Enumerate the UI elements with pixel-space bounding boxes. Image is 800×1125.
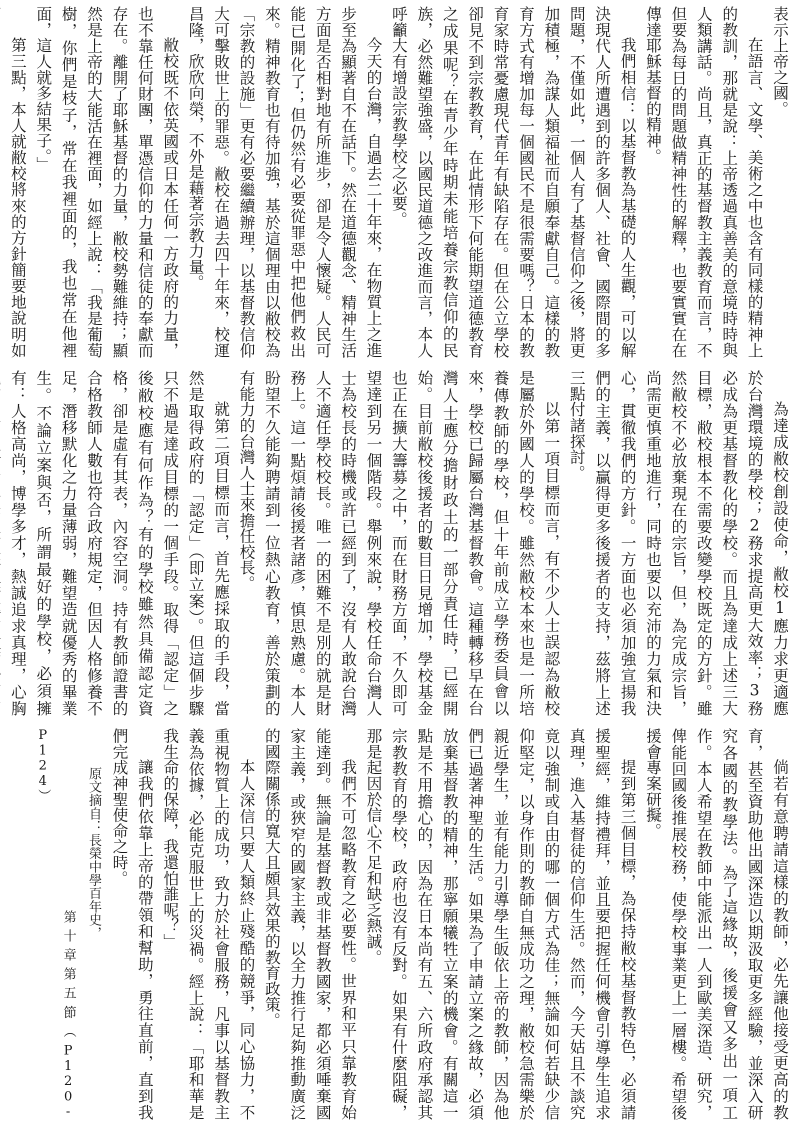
paragraph: 就第二項目標而言，首先應採取的手段，當然是取得政府的「認定」（即立案）。但這個步驟只不過是達成目標的一個手段。取得「認定」之後敝校應有何作為？有的學校雖然具備認定資格，卻是虛有其表，內容空洞。持有教師證書的合格教師人數也符合政府規定，但因人格修養不足，潛移默化之力量薄弱，難望造就優秀的畢業生。不論立案與否，所謂最好的學校，必須擁有：人格高尚，博學多才，熱誠追求真理，心胸 bbox=[8, 370, 231, 716]
vertical-text-columns bbox=[6, 6, 792, 358]
paragraph: 原文摘自：長榮中學百年史， bbox=[86, 767, 102, 940]
paragraph: 為達成敝校創設使命，敝校1應力求更適應於台灣環境的學校；2務求提高更大效率；3務必成為更基督教化的學校。而且為達成上述三大目標，敝校根本不需要改變學校既定的方針。雖然敝校不必放棄現在的宗旨，但，為完成宗旨，尚需更慎重地進行，同時也要以充沛的力氣和決心，貫徹我們的方針。一方面也必須加強宣揚我們的主義，以贏得更多後援者的支持，茲將上述三點付諸探討。 bbox=[567, 370, 789, 716]
paragraph: 敝校既不依英國或日本任何一方政府的力量，也不靠任何財團，單憑信仰的力量和信徒的奉獻而存在。離開了耶穌基督的力量，敝校勢難維持；顯然是上帝的大能活在裡面，如經上說：「我是葡萄樹，你們是枝子，常在我裡面的，我也常在他裡面，這人就多結果子。」 bbox=[34, 6, 180, 358]
paragraph: 我們相信：以基督教為基礎的人生觀，可以解決現代人所遭遇到的許多個人、社會、國際間的多問題，不僅如此，一個人有了基督信仰之後，將更加積極，為謀人類福祉而自願奉獻自己。這樣的教育方式有增加每一個國民不是很需要嗎？日本的教育家時常憂慮現代青年有缺陷存在。但在公立學校卻見不到宗教教育，在此情形下何能期望道德教育之成果呢？在青少年時期未能培養宗教信仰的民族，必然難望強盛，以國民道德之改進而言，本人呼籲大有增設宗教學校之必要。 bbox=[389, 6, 637, 358]
paragraph: 倘若有意聘請這樣的教師，必先讓他接受更高的教育，甚至資助他出國深造以期汲取更多經驗，並深入研究各國的教學法。為了這緣故，後援會又多出一項工作。本人希望在教師中能派出一人到歐美深造、研究，俾能回國後推展校務，使學校事業更上一層樓。希望後援會專案研擬。 bbox=[643, 728, 789, 1120]
text-block-middle bbox=[6, 370, 792, 716]
text-block-top bbox=[6, 6, 792, 358]
paragraph: 第三點，本人就敝校將來的方針簡要地說明如 bbox=[8, 37, 27, 358]
paragraph: 我們不可忽略教育之必要性。世界和平只靠教育始能達到。無論是基督教或非基督教國家，都必須唾棄國家主義，或狹窄的國家主義，以全力推行足夠推動廣泛的國際關係的寬大且頗具效果的教育政策。 bbox=[262, 728, 358, 1120]
paragraph: 提到第三個目標，為保持敝校基督教特色，必須請援聖經，維持禮拜，並且要把握任何機會引導學生追求真理，進入基督徒的信仰生活。然而，今天姑且不談究竟以強制或自由的哪一個方式為佳；無論如何若缺少信仰堅定，以身作則的教師自無成功之理，敝校急需樂於親近學生，並有能力引導學生皈依上帝的教師，因為他們已過著神聖的生活。如果為了申請立案之緣故，必須放棄基督教的精神，那寧願犧牲立案的機會。有關這一點是不用擔心的，因為在日本尚有五、六所政府承認其宗教教育的學校，政府也沒有反對。如果有什麼阻礙，那是起因於信心不足和缺乏熱誠。 bbox=[364, 728, 637, 1120]
paragraph: 本人深信只要人類終止殘酷的競爭，同心協力，不重視物質上的成功，致力於社會服務，凡事以基督教主義為依據，必能克服世上的災禍。經上說：「耶和華是我生命的保障，我還怕誰呢？」 bbox=[161, 728, 256, 1120]
paragraph: 第十章第五節（P120-P124） bbox=[35, 728, 76, 1120]
paragraph: 以第一項目標而言，有不少人士誤認為敝校是屬於外國人的學校。雖然敝校本來也是一所培養傳教師的學校，但十年前成立學務委員會以來，學校已歸屬台灣基督教會。這種轉移早在台灣人士應分擔財政土的一部分責任時，已經開始。目前敝校後援者的數目日見增加，學校基金也正在擴大籌募之中，而在財務方面，不久即可望達到另一個階段。舉例來說，學校任命台灣人士為校長的時機或許已經到了，沒有人敢說台灣人不適任學校校長。唯一的困難不是別的就是財務上。這一點煩請後援者諸彥，慎思熟慮。本人盼望不久能夠聘請到一位熱心教育，善於策劃的有能力的台灣人士來擔任校長。 bbox=[237, 370, 561, 716]
paragraph: 讓我們依靠上帝的帶領和幫助，勇往直前，直到我們完成神聖使命之時。 bbox=[110, 728, 154, 1120]
paragraph: 今天的台灣，自過去二十年來，在物質上之進步至為顯著自不在話下。然在道德觀念、精神生活方面是否相對地有所進步，卻是令人懷疑。人民可能已開化了；但仍然有必要從罪惡中把他們救出來。精神教育也有待加強，基於這個理由以敝校為「宗教的設施」更有必要繼續辦理，以基督教信仰大可擊敗世上的罪惡。敝校在過去四十年來，校運昌隆，欣欣向榮，不外是藉著宗教力量。 bbox=[186, 6, 383, 358]
text-block-bottom bbox=[6, 728, 792, 1120]
vertical-text-columns bbox=[6, 728, 792, 1120]
paragraph: 在語言、文學、美術之中也含有同樣的精神上的教訓，那就是說：上帝透過真善美的意境時時與人類講話。尚且，真正的基督教主義教育而言，不但要為每日的問題做精神性的解釋，也要實實在在傳達耶穌基督的精神。 bbox=[643, 6, 764, 358]
vertical-text-columns bbox=[6, 370, 792, 716]
paragraph: 表示上帝之國。 bbox=[771, 6, 789, 117]
